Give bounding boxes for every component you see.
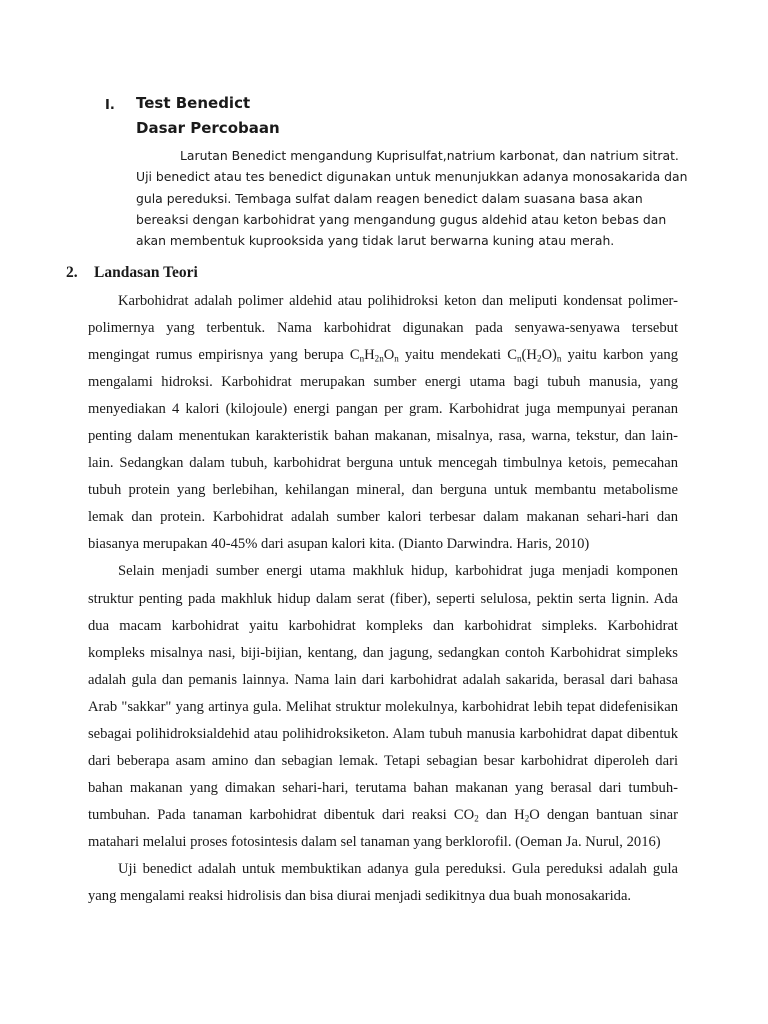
body-line: bereaksi dengan karbohidrat yang mengandung gugus aldehid atau keton bebas dan	[136, 211, 667, 227]
section-1-subtitle: Dasar Percobaan	[136, 119, 280, 137]
body-line: akan membentuk kuprooksida yang tidak larut berwarna kuning atau merah.	[136, 233, 615, 249]
body-line: Uji benedict atau tes benedict digunakan untuk menunjukkan adanya monosakarida dan	[136, 169, 688, 185]
formula-h2o: $H_2O$	[514, 806, 540, 824]
body-line: Larutan Benedict mengandung Kuprisulfat,natrium karbonat, dan natrium sitrat.	[180, 148, 679, 163]
paragraph-1: Karbohidrat adalah polimer aldehid atau polihidroksi keton dan meliputi kondensat polimer-polimernya yang terbentuk. Nama karbohidrat digunakan pada senyawa-senyawa tersebut mengingat rumus empirisnya yang berupa $C_nH_{2n}O_n$ yaitu mendekati $C_n(H_2O)_n$ yaitu karbon yang mengalami hidroksi. Karbohidrat merupakan sumber energi utama bagi tubuh manusia, yang menyediakan 4 kalori (kilojoule) energi pangan per gram. Karbohidrat juga mempunyai peranan penting dalam menentukan karakteristik bahan makanan, misalnya, rasa, warna, tekstur, dan lain-lain. Sedangkan dalam tubuh, karbohidrat berguna untuk mencegah timbulnya ketois, pemecahan tubuh protein yang berlebihan, kehilangan mineral, dan berguna untuk membantu metabolisme lemak dan protein. Karbohidrat adalah sumber kalori terbesar dalam makanan sehari-hari dan biasanya merupakan 40-45% dari asupan kalori kita. (Dianto Darwindra. Haris, 2010)	[88, 293, 679, 553]
formula-co2: $CO_2$	[453, 806, 479, 824]
section-2-heading	[66, 264, 198, 282]
section-2-number: 2.	[66, 264, 78, 281]
formula-cnh2non: $C_nH_{2n}O_n$	[349, 347, 399, 364]
section-2-title: Landasan Teori	[94, 264, 198, 281]
formula-cn-h2o-n: $C_n(H_2O)_n$	[507, 347, 562, 364]
section-1-number: I.	[105, 98, 115, 113]
paragraph-2: Selain menjadi sumber energi utama makhluk hidup, karbohidrat juga menjadi komponen struktur penting pada makhluk hidup dalam serat (fiber), seperti selulosa, pektin serta lignin. Ada dua macam karbohidrat yaitu karbohidrat kompleks dan karbohidrat simpleks. Karbohidrat kompleks misalnya nasi, biji-bijian, kentang, dan jagung, sedangkan contoh Karbohidrat simpleks adalah gula dan pemanis lainnya. Nama lain dari karbohidrat adalah sakarida, berasal dari bahasa Arab "sakkar" yang artinya gula. Melihat struktur molekulnya, karbohidrat lebih tepat didefenisikan sebagai polihidroksialdehid atau polihidroksiketon. Alam tubuh manusia karbohidrat dapat dibentuk dari beberapa asam amino dan sebagian lemak. Tetapi sebagian besar karbohidrat diperoleh dari bahan makanan yang dimakan sehari-hari, terutama bahan makanan yang berasal dari tumbuh-tumbuhan. Pada tanaman karbohidrat dibentuk dari reaksi $CO_2$ dan $H_2O$ dengan bantuan sinar matahari melalui proses fotosintesis dalam sel tanaman yang berklorofil. (Oeman Ja. Nurul, 2016)	[88, 563, 678, 850]
section-1-title: Test Benedict	[136, 94, 251, 112]
section-1-body	[136, 145, 696, 251]
paragraph-3: Uji benedict adalah untuk membuktikan adanya gula pereduksi. Gula pereduksi adalah gula yang mengalami reaksi hidrolisis dan bisa diurai menjadi sedikitnya dua buah monosakarida.	[88, 860, 678, 905]
body-line: gula pereduksi. Tembaga sulfat dalam reagen benedict dalam suasana basa akan	[136, 190, 643, 206]
section-2-body	[88, 288, 678, 910]
